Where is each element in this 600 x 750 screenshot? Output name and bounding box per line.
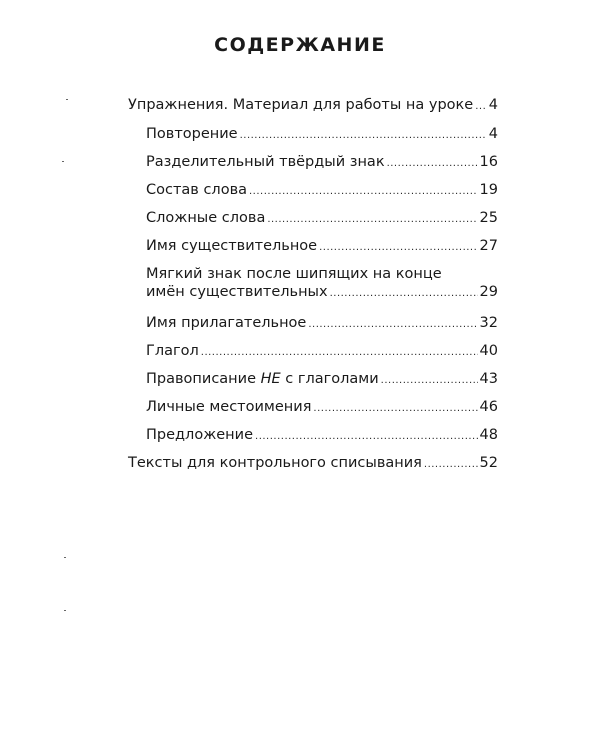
toc-entry-page: 29 (479, 284, 498, 300)
toc-entry-page: 4 (488, 97, 498, 113)
toc-entry-label: Упражнения. Материал для работы на уроке (128, 97, 474, 113)
toc-entry-page: 32 (479, 315, 498, 331)
toc-entry-label: Повторение (146, 126, 238, 142)
toc-entry-label: Тексты для контрольного списывания (128, 455, 422, 471)
toc-leader-dots (387, 155, 478, 173)
toc-entry-label: Личные местоимения (146, 399, 312, 415)
toc-entry-page: 25 (479, 210, 498, 226)
toc-leader-dots (201, 344, 478, 362)
toc-entry-page: 48 (479, 427, 498, 443)
toc-entry[interactable] (146, 265, 498, 303)
toc-leader-dots (267, 211, 477, 229)
emphasis-ne: НЕ (260, 371, 281, 387)
toc-leader-dots (249, 183, 478, 201)
toc-entry[interactable] (146, 426, 498, 446)
toc-entry[interactable] (146, 125, 498, 145)
toc-entry[interactable] (128, 96, 498, 116)
toc-entry-page: 40 (479, 343, 498, 359)
toc-entry-label: Сложные слова (146, 210, 266, 226)
toc-entry-label: Правописание НЕ с глаголами (146, 371, 379, 387)
toc-leader-dots (319, 239, 477, 257)
toc-entry-label: Глагол (146, 343, 199, 359)
toc-entry[interactable] (146, 314, 498, 334)
toc-entry-page: 4 (488, 126, 498, 142)
toc-entry-label: Имя существительное (146, 238, 318, 254)
toc-entry-page: 43 (479, 371, 498, 387)
toc-entry[interactable] (128, 454, 498, 474)
toc-entry-label: Мягкий знак после шипящих на конце (146, 266, 442, 282)
toc-entry-page: 16 (479, 154, 498, 170)
toc-entry[interactable] (146, 370, 498, 390)
scan-speck (62, 161, 64, 162)
scan-speck (64, 557, 66, 558)
toc-entry-label-cont: имён существительных (146, 284, 328, 300)
toc-entry[interactable] (146, 181, 498, 201)
toc-entry[interactable] (146, 237, 498, 257)
toc-leader-dots (475, 98, 487, 116)
toc-entry-label: Имя прилагательное (146, 315, 307, 331)
toc-leader-dots (308, 316, 477, 334)
toc-leader-dots (240, 127, 487, 145)
toc-entry-page: 46 (479, 399, 498, 415)
toc-entry[interactable] (146, 209, 498, 229)
toc-entry-label: Состав слова (146, 182, 247, 198)
toc-entry[interactable] (146, 398, 498, 418)
toc-leader-dots (330, 285, 478, 303)
scan-speck (66, 99, 68, 100)
toc-entry-page: 19 (479, 182, 498, 198)
toc-leader-dots (424, 456, 478, 474)
toc-leader-dots (313, 400, 477, 418)
toc-entry-page: 27 (479, 238, 498, 254)
toc-entry[interactable] (146, 342, 498, 362)
toc-leader-dots (381, 372, 478, 390)
toc-entry-page: 52 (479, 455, 498, 471)
scan-speck (64, 610, 66, 611)
toc-entry-label: Предложение (146, 427, 254, 443)
toc-entry-label: Разделительный твёрдый знак (146, 154, 385, 170)
toc-leader-dots (255, 428, 478, 446)
page-title: СОДЕРЖАНИЕ (214, 34, 386, 56)
toc-entry[interactable] (146, 153, 498, 173)
